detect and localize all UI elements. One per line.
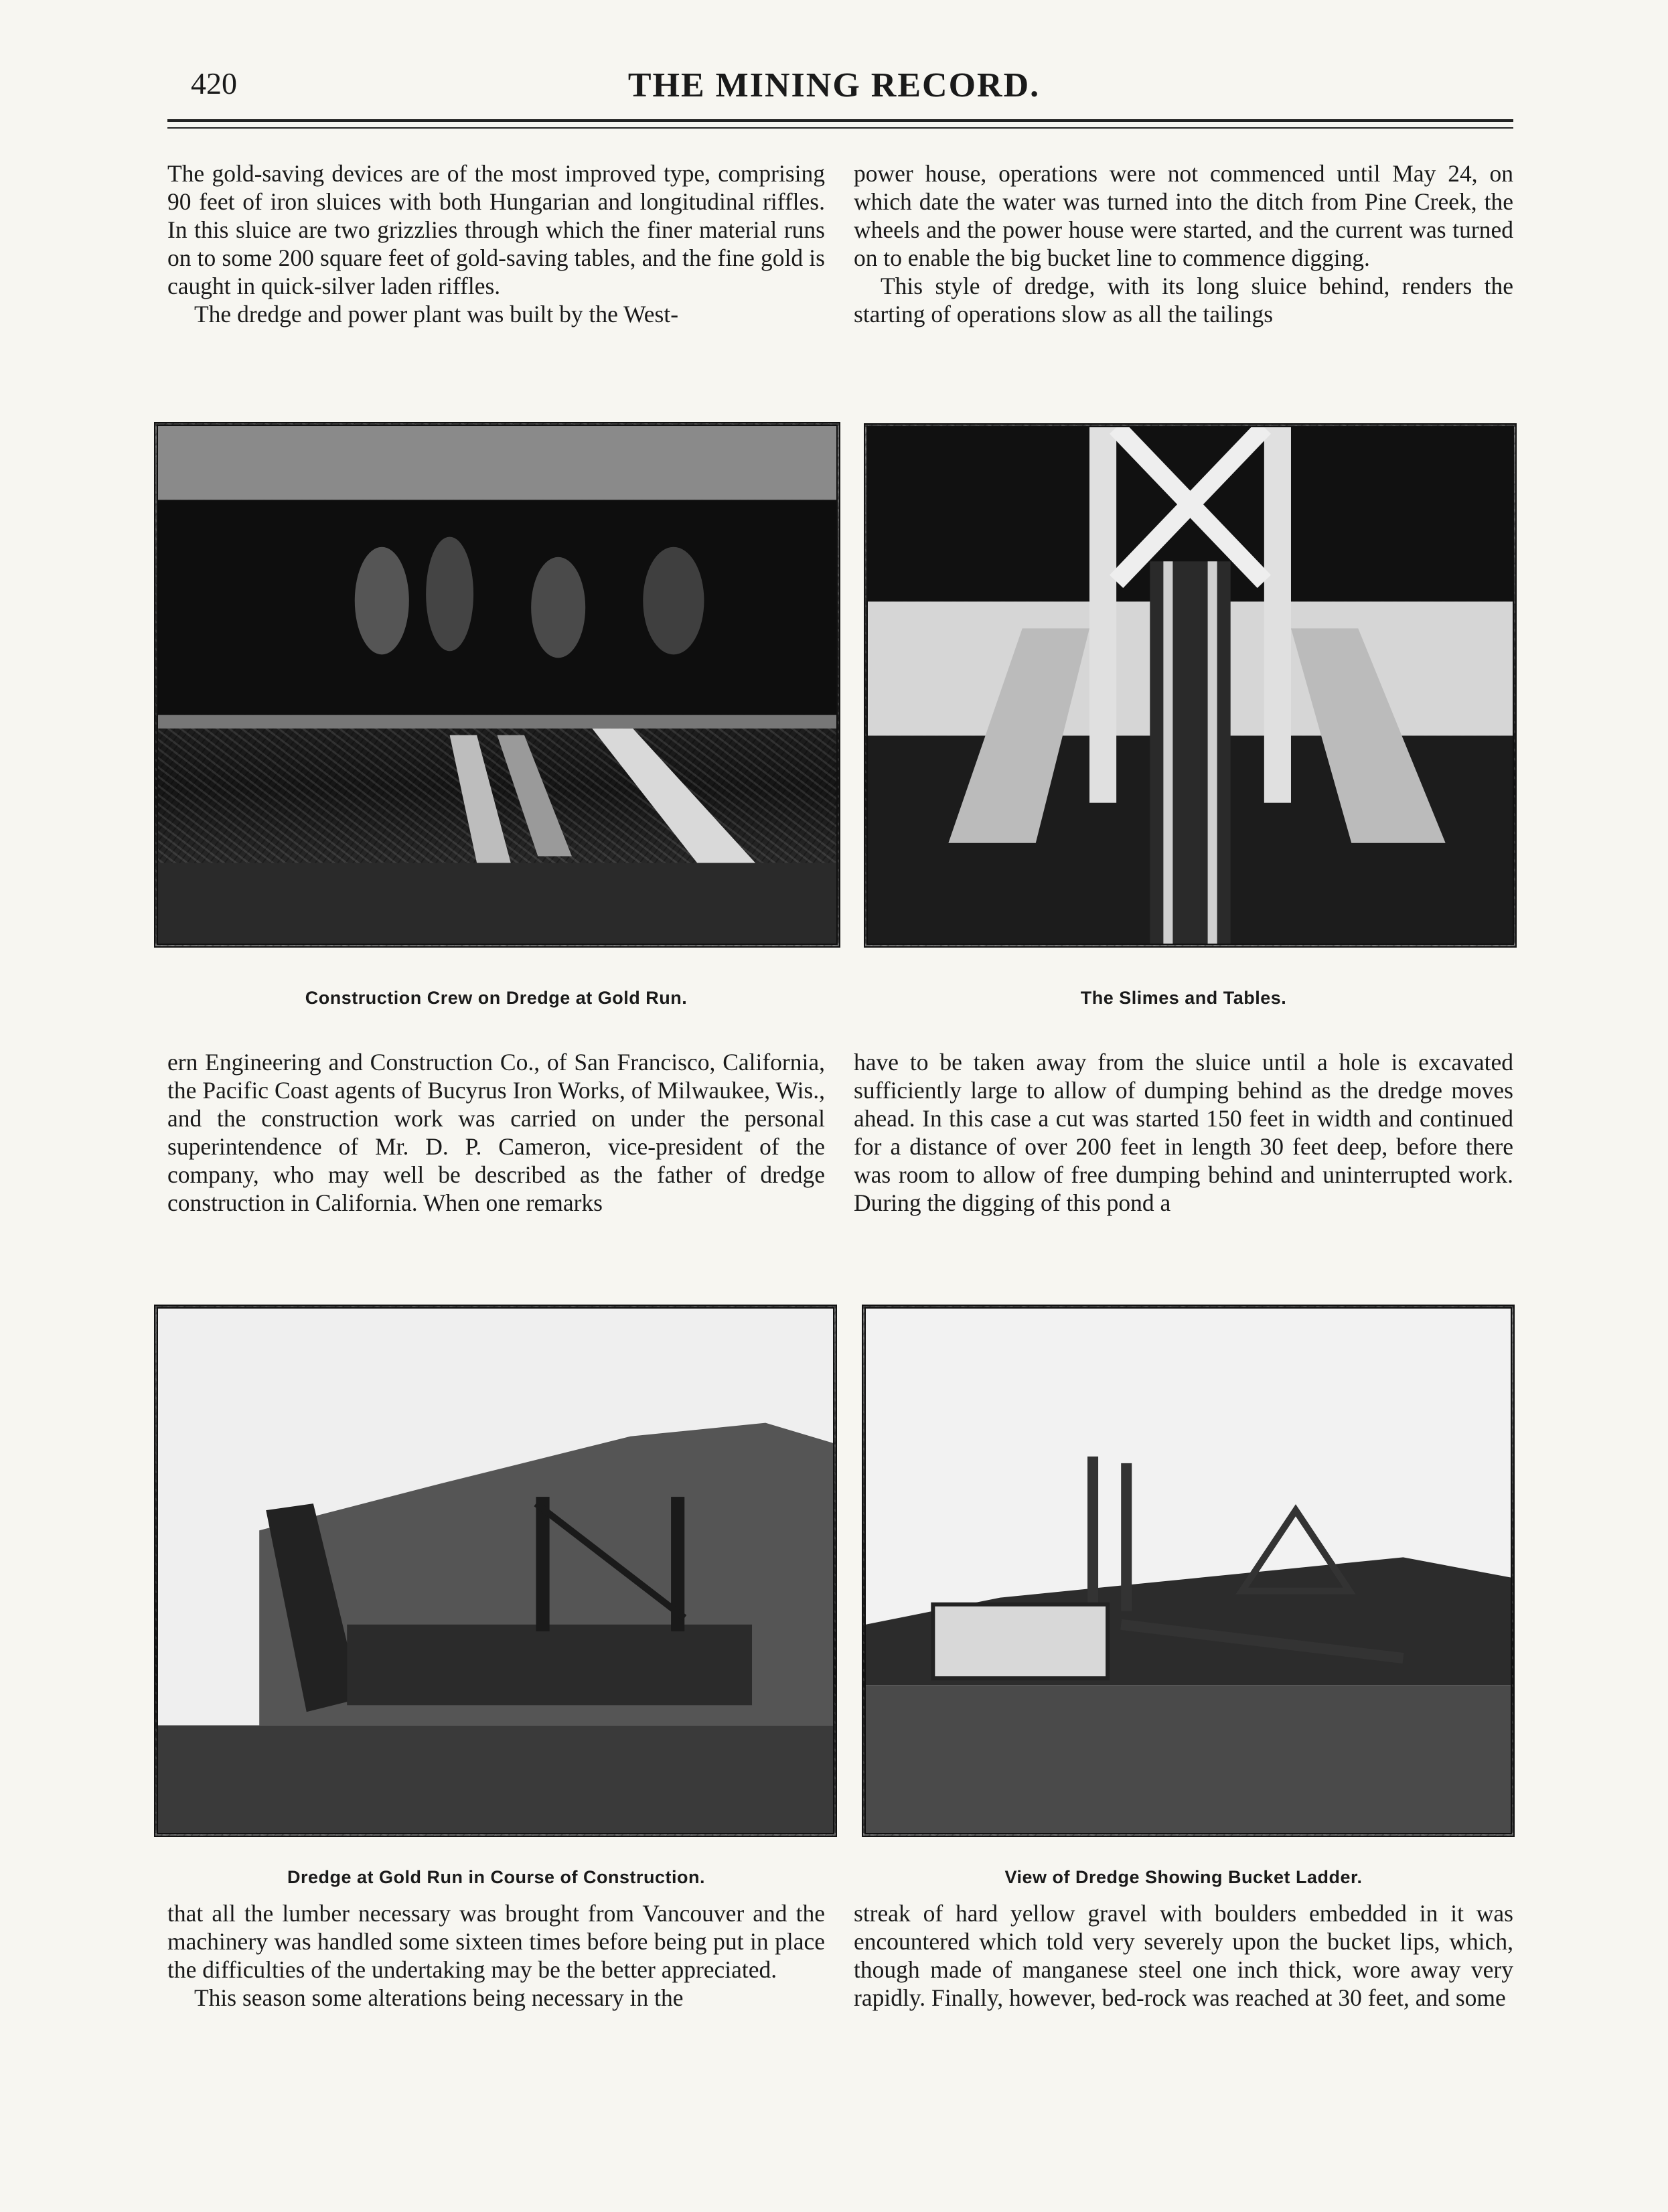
figure-caption: Dredge at Gold Run in Course of Construction. [287, 1867, 705, 1887]
paragraph: have to be taken away from the sluice until a hole is excavated sufficiently large to allow of dumping behind as the dredge moves ahead. In this case a cut was started 150 feet in width and continued for a distance of over 200 feet in length 30 feet deep, before there was room to allow of free dumping behind and uninterrupted work. During the digging of this pond a [854, 1049, 1513, 1216]
photo-construction-crew [154, 422, 840, 948]
photo-slimes-and-tables-image [868, 427, 1513, 944]
text-block-left-1 [167, 159, 825, 328]
photo-construction-crew-image [158, 426, 836, 944]
photo-bucket-ladder-image [866, 1309, 1511, 1833]
text-block-left-3 [167, 1899, 825, 2012]
paragraph: ern Engineering and Construction Co., of San Francisco, California, the Pacific Coast agents of Bucyrus Iron Works, of Milwaukee, Wis., and the construction work was carried on under the personal superintendence of Mr. D. P. Cameron, vice-president of the company, who may well be described as the father of dredge construction in California. When one remarks [167, 1049, 825, 1216]
figure-caption: Construction Crew on Dredge at Gold Run. [305, 988, 688, 1008]
text-block-right-1 [854, 159, 1513, 328]
page-title: THE MINING RECORD. [627, 66, 1041, 104]
figure-caption: View of Dredge Showing Bucket Ladder. [1004, 1867, 1363, 1887]
photo-dredge-construction-image [158, 1309, 833, 1833]
paragraph: that all the lumber necessary was brought from Vancouver and the machinery was handled some sixteen times before being put in place the difficulties of the undertaking may be the better appreciated. [167, 1900, 825, 1983]
paragraph: streak of hard yellow gravel with boulders embedded in it was encountered which told very severely upon the bucket lips, which, though made of manganese steel one inch thick, wore away very rapidly. Finally, however, bed-rock was reached at 30 feet, and some [854, 1900, 1513, 2011]
photo-dredge-construction [154, 1305, 837, 1837]
text-block-left-2 [167, 1048, 825, 1217]
paragraph: The dredge and power plant was built by the West- [194, 301, 679, 327]
header-rule-thin [167, 127, 1513, 129]
paragraph: This style of dredge, with its long sluice behind, renders the starting of operations slow as all the tailings [854, 273, 1513, 327]
photo-slimes-and-tables [864, 423, 1517, 948]
text-block-right-3 [854, 1899, 1513, 2012]
header-rule [167, 119, 1513, 122]
paragraph: This season some alterations being necessary in the [194, 1984, 684, 2011]
paragraph: The gold-saving devices are of the most improved type, comprising 90 feet of iron sluices with both Hungarian and longitudinal riffles. In this sluice are two grizzlies through which the finer material runs on to some 200 square feet of gold-saving tables, and the fine gold is caught in quick-silver laden riffles. [167, 160, 825, 299]
paragraph: power house, operations were not commenced until May 24, on which date the water was turned into the ditch from Pine Creek, the wheels and the power house were started, and the current was turned on to enable the big bucket line to commence digging. [854, 160, 1513, 271]
figure-caption: The Slimes and Tables. [1080, 988, 1287, 1008]
page-number: 420 [191, 66, 237, 100]
text-block-right-2 [854, 1048, 1513, 1217]
photo-bucket-ladder [862, 1305, 1515, 1837]
